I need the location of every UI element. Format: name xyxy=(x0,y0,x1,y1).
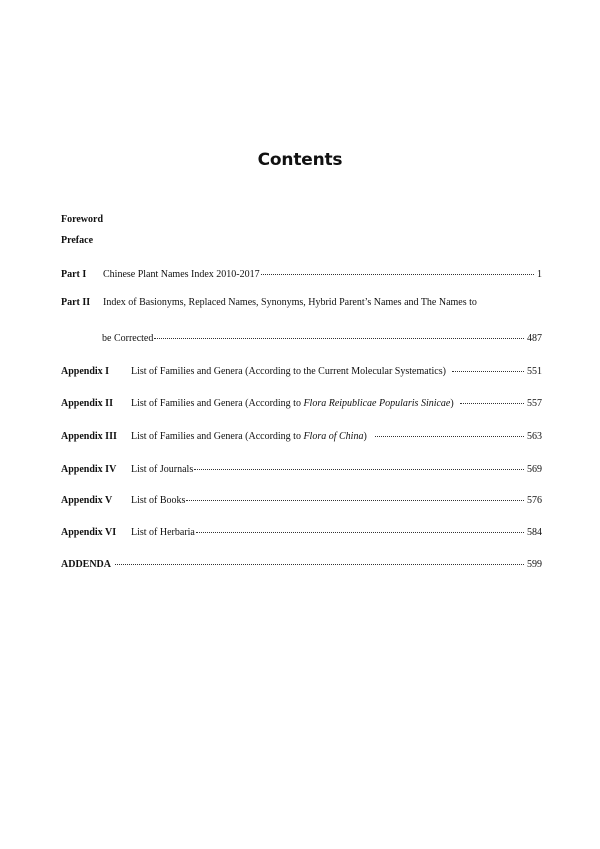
toc-entry-page: 584 xyxy=(527,527,542,538)
leader-dots xyxy=(375,426,524,437)
toc-entry-page: 576 xyxy=(527,495,542,506)
toc-entry-page: 557 xyxy=(527,398,542,409)
toc-entry-page: 487 xyxy=(527,333,542,344)
toc-entry-page: 551 xyxy=(527,366,542,377)
leader-dots xyxy=(452,361,524,372)
toc-entry-appendix-4[interactable] xyxy=(61,461,542,475)
toc-entry-label: ADDENDA xyxy=(61,559,111,570)
toc-entry-title-italic: Flora Reipublicae Popularis Sinicae xyxy=(303,398,451,409)
leader-dots xyxy=(196,522,524,533)
toc-entry-appendix-1[interactable] xyxy=(61,363,542,377)
toc-front-preface: Preface xyxy=(61,235,94,246)
toc-entry-title: List of Families and Genera (According to Flora Reipublicae Popularis Sinicae) xyxy=(131,398,454,409)
toc-entry-addenda[interactable] xyxy=(61,556,542,570)
toc-entry-part-1[interactable] xyxy=(61,266,542,280)
toc-entry-label: Part I xyxy=(61,269,87,280)
toc-entry-title: List of Families and Genera (According to Flora of China) xyxy=(131,431,367,442)
toc-entry-part-2[interactable] xyxy=(61,297,542,311)
leader-dots xyxy=(186,490,524,501)
toc-entry-title: List of Journals xyxy=(131,464,194,475)
leader-dots xyxy=(115,554,524,565)
toc-entry-page: 563 xyxy=(527,431,542,442)
toc-entry-title: List of Families and Genera (According to the Current Molecular Systematics) xyxy=(131,366,446,377)
toc-entry-label: Part II xyxy=(61,297,91,308)
page-title: Contents xyxy=(257,150,343,170)
leader-dots xyxy=(261,264,534,275)
toc-entry-title: Chinese Plant Names Index 2010-2017 xyxy=(103,269,260,280)
toc-entry-title: be Corrected xyxy=(102,333,154,344)
toc-entry-appendix-3[interactable] xyxy=(61,428,542,442)
toc-entry-appendix-5[interactable] xyxy=(61,492,542,506)
toc-entry-label: Appendix I xyxy=(61,366,110,377)
toc-entry-appendix-2[interactable] xyxy=(61,395,542,409)
toc-entry-title-italic: Flora of China xyxy=(303,431,364,442)
toc-entry-appendix-6[interactable] xyxy=(61,524,542,538)
leader-dots xyxy=(154,328,524,339)
toc-front-foreword: Foreword xyxy=(61,214,104,225)
toc-entry-title: Index of Basionyms, Replaced Names, Synonyms, Hybrid Parent’s Names and The Names to xyxy=(103,297,477,308)
toc-entry-page: 569 xyxy=(527,464,542,475)
toc-entry-label: Appendix III xyxy=(61,431,117,442)
leader-dots xyxy=(194,459,524,470)
toc-entry-title: List of Books xyxy=(131,495,186,506)
leader-dots xyxy=(460,393,524,404)
toc-entry-part-2-continued[interactable] xyxy=(102,330,542,344)
toc-entry-label: Appendix V xyxy=(61,495,113,506)
toc-entry-label: Appendix IV xyxy=(61,464,117,475)
toc-entry-page: 599 xyxy=(527,559,542,570)
toc-entry-label: Appendix VI xyxy=(61,527,117,538)
toc-entry-title: List of Herbaria xyxy=(131,527,195,538)
toc-entry-label: Appendix II xyxy=(61,398,113,409)
toc-entry-page: 1 xyxy=(537,269,542,280)
